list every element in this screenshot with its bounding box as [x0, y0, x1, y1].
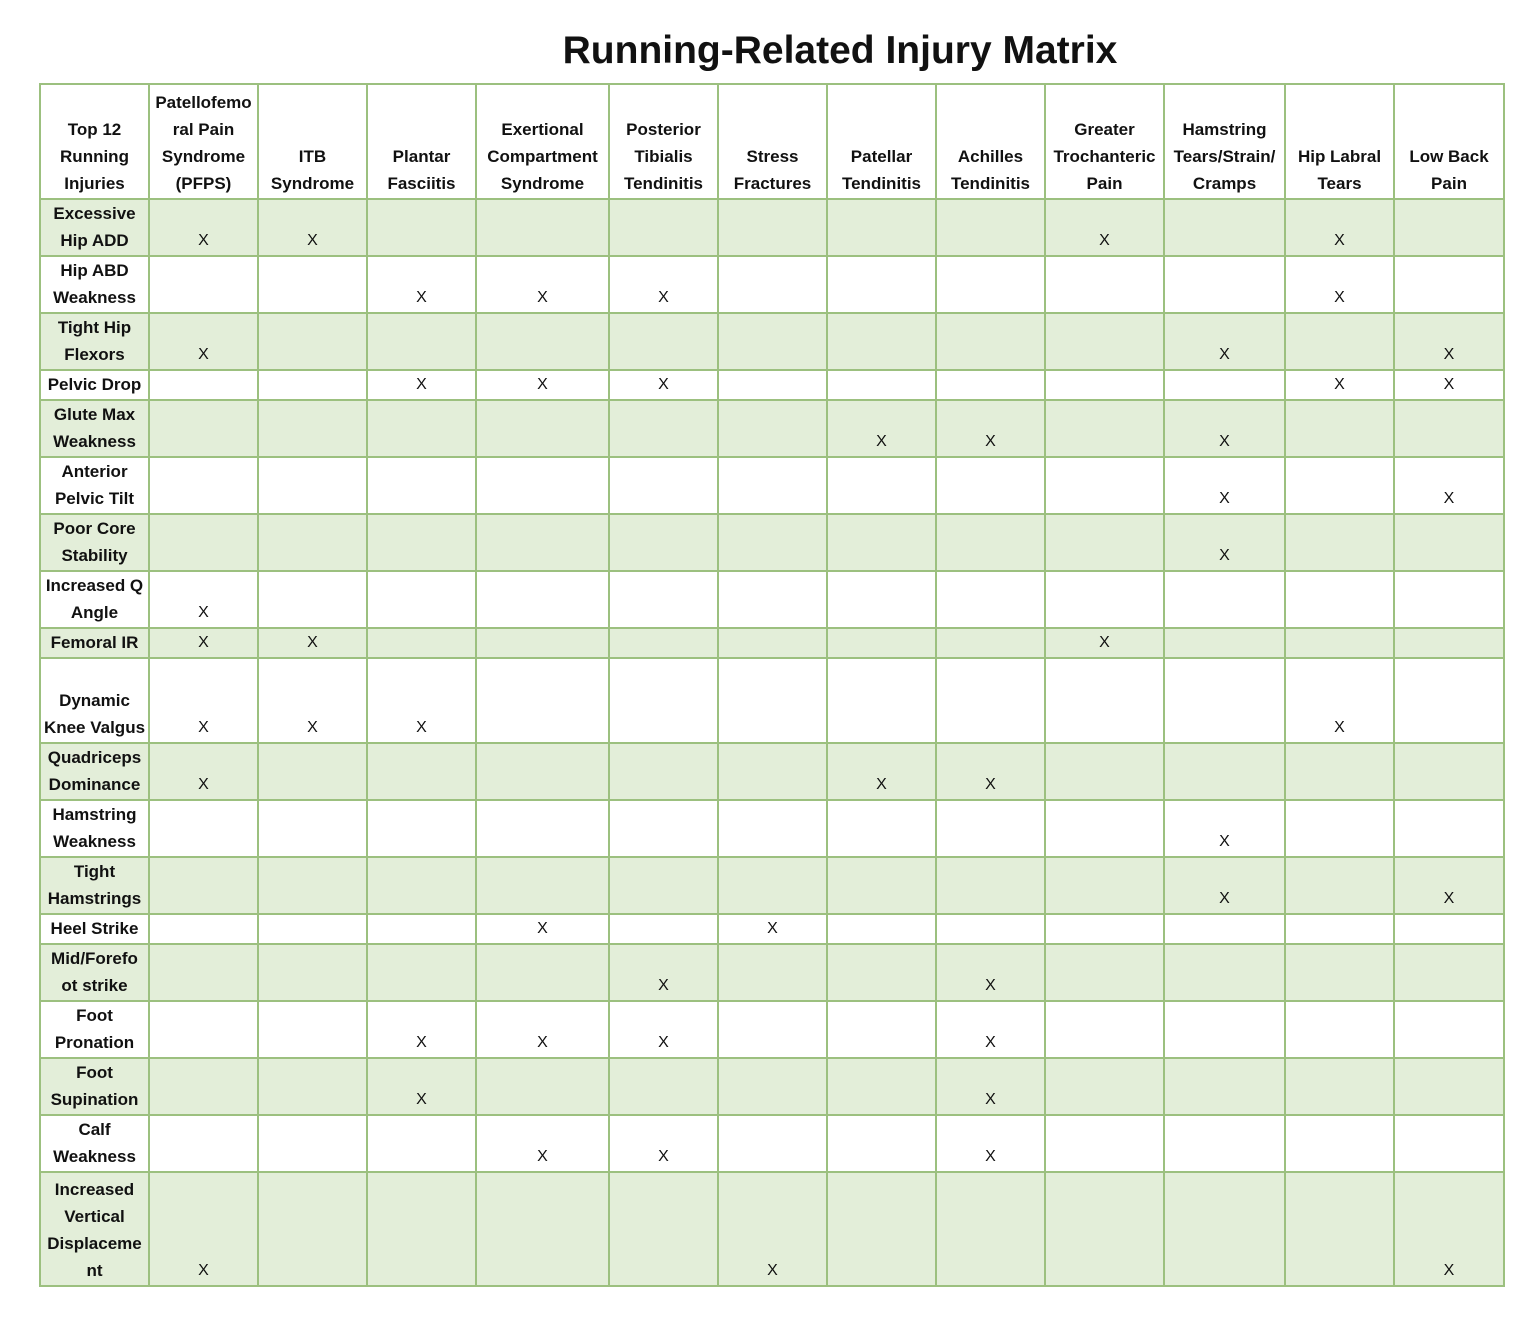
matrix-cell: X [149, 628, 258, 658]
matrix-cell [1394, 658, 1504, 743]
matrix-cell [258, 1172, 367, 1286]
matrix-cell [609, 571, 718, 628]
matrix-cell: X [936, 944, 1045, 1001]
matrix-cell: X [476, 914, 609, 944]
matrix-cell: X [258, 199, 367, 256]
matrix-cell [827, 628, 936, 658]
matrix-cell [1285, 914, 1394, 944]
matrix-cell: X [609, 1115, 718, 1172]
matrix-cell [1394, 628, 1504, 658]
matrix-cell: X [1394, 313, 1504, 370]
matrix-cell [149, 514, 258, 571]
matrix-cell [1285, 857, 1394, 914]
row-label: Anterior Pelvic Tilt [40, 457, 149, 514]
matrix-cell [827, 370, 936, 400]
matrix-cell: X [476, 256, 609, 313]
matrix-cell [1394, 514, 1504, 571]
matrix-cell: X [476, 1115, 609, 1172]
matrix-cell [1394, 199, 1504, 256]
matrix-cell: X [1164, 857, 1285, 914]
matrix-cell [1164, 743, 1285, 800]
matrix-cell [1045, 571, 1164, 628]
matrix-cell [258, 1058, 367, 1115]
matrix-cell [149, 800, 258, 857]
matrix-cell [1164, 571, 1285, 628]
matrix-cell: X [1164, 313, 1285, 370]
matrix-cell [1285, 1001, 1394, 1058]
matrix-cell [827, 256, 936, 313]
matrix-cell [936, 914, 1045, 944]
row-label: Excessive Hip ADD [40, 199, 149, 256]
matrix-cell [609, 658, 718, 743]
column-header: Plantar Fasciitis [367, 84, 476, 199]
matrix-cell [476, 400, 609, 457]
table-row [40, 1115, 1504, 1172]
matrix-cell [476, 199, 609, 256]
matrix-cell [1164, 199, 1285, 256]
matrix-cell: X [1285, 370, 1394, 400]
matrix-cell [1045, 313, 1164, 370]
row-label: Quadriceps Dominance [40, 743, 149, 800]
matrix-cell [258, 571, 367, 628]
matrix-cell [827, 800, 936, 857]
matrix-cell: X [1164, 514, 1285, 571]
matrix-cell [1285, 743, 1394, 800]
matrix-cell [1394, 914, 1504, 944]
matrix-cell [718, 514, 827, 571]
matrix-cell [718, 800, 827, 857]
matrix-cell [718, 1115, 827, 1172]
column-header: ITB Syndrome [258, 84, 367, 199]
row-label: Mid/Forefo ot strike [40, 944, 149, 1001]
matrix-cell [827, 1115, 936, 1172]
row-label: Hip ABD Weakness [40, 256, 149, 313]
matrix-cell [258, 457, 367, 514]
matrix-cell [1285, 400, 1394, 457]
matrix-cell [827, 1058, 936, 1115]
matrix-cell [827, 1001, 936, 1058]
matrix-cell [936, 628, 1045, 658]
matrix-cell: X [149, 313, 258, 370]
matrix-cell: X [1285, 199, 1394, 256]
matrix-cell [367, 944, 476, 1001]
matrix-cell: X [1394, 370, 1504, 400]
matrix-cell [1394, 400, 1504, 457]
row-label: Hamstring Weakness [40, 800, 149, 857]
matrix-cell: X [476, 370, 609, 400]
matrix-cell [1045, 1058, 1164, 1115]
matrix-cell [609, 1172, 718, 1286]
matrix-cell: X [149, 743, 258, 800]
matrix-cell [1164, 658, 1285, 743]
matrix-cell: X [367, 658, 476, 743]
matrix-cell [1045, 370, 1164, 400]
matrix-cell [1045, 800, 1164, 857]
matrix-cell [476, 857, 609, 914]
table-row [40, 800, 1504, 857]
matrix-cell [149, 457, 258, 514]
matrix-cell: X [1164, 457, 1285, 514]
matrix-cell [258, 400, 367, 457]
matrix-cell [476, 1172, 609, 1286]
matrix-cell [1045, 457, 1164, 514]
matrix-cell [149, 857, 258, 914]
matrix-cell [1045, 514, 1164, 571]
column-header: Greater Trochanteric Pain [1045, 84, 1164, 199]
matrix-cell: X [936, 743, 1045, 800]
matrix-cell [827, 199, 936, 256]
matrix-cell [149, 944, 258, 1001]
matrix-cell [936, 514, 1045, 571]
matrix-cell [718, 400, 827, 457]
matrix-cell [367, 1172, 476, 1286]
table-row [40, 370, 1504, 400]
table-row [40, 1058, 1504, 1115]
matrix-cell [258, 1115, 367, 1172]
matrix-cell [609, 199, 718, 256]
table-row [40, 571, 1504, 628]
matrix-cell [1164, 1058, 1285, 1115]
matrix-cell [1045, 1172, 1164, 1286]
matrix-cell [258, 514, 367, 571]
matrix-cell [367, 514, 476, 571]
matrix-cell [1164, 1172, 1285, 1286]
matrix-cell [609, 800, 718, 857]
table-row [40, 914, 1504, 944]
matrix-cell [476, 514, 609, 571]
matrix-cell [718, 857, 827, 914]
matrix-cell: X [827, 400, 936, 457]
matrix-cell [1164, 914, 1285, 944]
matrix-cell: X [367, 370, 476, 400]
matrix-cell [1285, 1172, 1394, 1286]
matrix-cell [936, 370, 1045, 400]
matrix-cell [476, 743, 609, 800]
corner-header: Top 12 Running Injuries [40, 84, 149, 199]
matrix-cell [1285, 628, 1394, 658]
column-header: Low Back Pain [1394, 84, 1504, 199]
matrix-cell [609, 514, 718, 571]
row-label: Pelvic Drop [40, 370, 149, 400]
row-label: Dynamic Knee Valgus [40, 658, 149, 743]
matrix-cell [367, 571, 476, 628]
matrix-cell [609, 628, 718, 658]
matrix-cell [609, 457, 718, 514]
matrix-cell: X [149, 199, 258, 256]
matrix-cell [476, 658, 609, 743]
matrix-cell [1285, 313, 1394, 370]
row-label: Heel Strike [40, 914, 149, 944]
matrix-cell: X [936, 1058, 1045, 1115]
matrix-cell [936, 857, 1045, 914]
row-label: Increased Q Angle [40, 571, 149, 628]
matrix-cell [367, 400, 476, 457]
matrix-cell [1394, 743, 1504, 800]
matrix-cell [1045, 914, 1164, 944]
matrix-cell [1045, 743, 1164, 800]
matrix-cell [827, 914, 936, 944]
table-row [40, 743, 1504, 800]
matrix-cell [149, 400, 258, 457]
matrix-cell [1164, 628, 1285, 658]
matrix-cell [367, 1115, 476, 1172]
matrix-cell: X [936, 1115, 1045, 1172]
matrix-cell [149, 370, 258, 400]
matrix-cell [367, 628, 476, 658]
matrix-cell: X [476, 1001, 609, 1058]
table-row [40, 1172, 1504, 1286]
matrix-cell [609, 857, 718, 914]
matrix-cell [936, 313, 1045, 370]
matrix-cell [609, 1058, 718, 1115]
matrix-cell: X [609, 256, 718, 313]
column-header: Exertional Compartment Syndrome [476, 84, 609, 199]
table-row [40, 199, 1504, 256]
matrix-cell [149, 1001, 258, 1058]
table-row [40, 944, 1504, 1001]
matrix-cell: X [936, 400, 1045, 457]
matrix-cell [718, 571, 827, 628]
row-label: Femoral IR [40, 628, 149, 658]
matrix-cell [936, 800, 1045, 857]
table-row [40, 256, 1504, 313]
matrix-cell [609, 400, 718, 457]
matrix-cell [258, 914, 367, 944]
matrix-cell [258, 857, 367, 914]
matrix-cell [258, 743, 367, 800]
matrix-cell: X [609, 1001, 718, 1058]
matrix-cell [258, 1001, 367, 1058]
table-row [40, 400, 1504, 457]
matrix-cell [1285, 1115, 1394, 1172]
matrix-cell [1164, 1115, 1285, 1172]
matrix-cell [476, 457, 609, 514]
column-header: Patellofemo ral Pain Syndrome (PFPS) [149, 84, 258, 199]
table-row [40, 514, 1504, 571]
matrix-cell [1285, 800, 1394, 857]
table-row [40, 1001, 1504, 1058]
matrix-cell [476, 800, 609, 857]
matrix-cell [718, 370, 827, 400]
matrix-cell: X [149, 571, 258, 628]
matrix-cell [827, 1172, 936, 1286]
page-title: Running-Related Injury Matrix [562, 29, 1118, 72]
matrix-cell [1285, 571, 1394, 628]
table-row [40, 658, 1504, 743]
matrix-cell [476, 1058, 609, 1115]
matrix-cell [1394, 944, 1504, 1001]
row-label: Tight Hamstrings [40, 857, 149, 914]
matrix-cell [367, 857, 476, 914]
header-row [40, 84, 1504, 199]
matrix-cell [258, 370, 367, 400]
matrix-cell [258, 944, 367, 1001]
matrix-cell [718, 628, 827, 658]
matrix-cell [149, 256, 258, 313]
row-label: Foot Supination [40, 1058, 149, 1115]
matrix-cell: X [609, 370, 718, 400]
matrix-cell [827, 658, 936, 743]
matrix-cell [936, 256, 1045, 313]
matrix-cell [1164, 256, 1285, 313]
matrix-cell [258, 800, 367, 857]
matrix-cell [718, 199, 827, 256]
matrix-cell: X [1045, 199, 1164, 256]
matrix-cell: X [258, 658, 367, 743]
matrix-cell [718, 256, 827, 313]
matrix-cell [718, 1058, 827, 1115]
matrix-cell: X [1285, 256, 1394, 313]
matrix-cell [827, 313, 936, 370]
matrix-cell [1045, 857, 1164, 914]
matrix-cell [367, 800, 476, 857]
matrix-cell: X [1394, 857, 1504, 914]
matrix-cell [149, 1058, 258, 1115]
matrix-cell [1394, 256, 1504, 313]
matrix-cell: X [258, 628, 367, 658]
matrix-cell: X [367, 256, 476, 313]
matrix-cell [718, 457, 827, 514]
matrix-cell [609, 743, 718, 800]
matrix-cell: X [149, 658, 258, 743]
matrix-cell: X [1394, 1172, 1504, 1286]
row-label: Foot Pronation [40, 1001, 149, 1058]
matrix-cell [1045, 1115, 1164, 1172]
matrix-cell [1285, 457, 1394, 514]
row-label: Tight Hip Flexors [40, 313, 149, 370]
matrix-cell [718, 944, 827, 1001]
matrix-cell [149, 1115, 258, 1172]
matrix-cell [609, 914, 718, 944]
matrix-cell [827, 571, 936, 628]
matrix-cell [827, 857, 936, 914]
matrix-cell [1394, 1058, 1504, 1115]
table-row [40, 313, 1504, 370]
matrix-cell: X [149, 1172, 258, 1286]
matrix-cell [718, 743, 827, 800]
matrix-cell [476, 313, 609, 370]
matrix-cell [718, 1001, 827, 1058]
matrix-cell [718, 658, 827, 743]
column-header: Stress Fractures [718, 84, 827, 199]
matrix-cell [936, 658, 1045, 743]
matrix-cell [367, 743, 476, 800]
matrix-cell [1045, 658, 1164, 743]
matrix-cell [367, 313, 476, 370]
column-header: Achilles Tendinitis [936, 84, 1045, 199]
table-row [40, 857, 1504, 914]
column-header: Hip Labral Tears [1285, 84, 1394, 199]
matrix-cell: X [936, 1001, 1045, 1058]
matrix-cell [936, 571, 1045, 628]
matrix-cell [476, 628, 609, 658]
matrix-cell [1285, 1058, 1394, 1115]
matrix-cell [1285, 514, 1394, 571]
matrix-cell [827, 457, 936, 514]
table-row [40, 457, 1504, 514]
row-label: Glute Max Weakness [40, 400, 149, 457]
column-header: Posterior Tibialis Tendinitis [609, 84, 718, 199]
matrix-cell: X [718, 1172, 827, 1286]
matrix-cell: X [1285, 658, 1394, 743]
matrix-cell [1394, 800, 1504, 857]
matrix-cell [367, 457, 476, 514]
matrix-cell [718, 313, 827, 370]
matrix-cell [1394, 1001, 1504, 1058]
matrix-cell: X [1045, 628, 1164, 658]
row-label: Calf Weakness [40, 1115, 149, 1172]
row-label: Increased Vertical Displaceme nt [40, 1172, 149, 1286]
matrix-cell [1045, 1001, 1164, 1058]
matrix-cell [827, 514, 936, 571]
matrix-cell [936, 1172, 1045, 1286]
injury-matrix-table [39, 83, 1505, 1287]
matrix-cell [1285, 944, 1394, 1001]
matrix-cell [1045, 256, 1164, 313]
matrix-cell: X [1164, 800, 1285, 857]
matrix-cell [1164, 1001, 1285, 1058]
matrix-cell: X [367, 1001, 476, 1058]
row-label: Poor Core Stability [40, 514, 149, 571]
matrix-cell [609, 313, 718, 370]
matrix-cell [1394, 571, 1504, 628]
column-header: Hamstring Tears/Strain/ Cramps [1164, 84, 1285, 199]
matrix-cell [1045, 944, 1164, 1001]
matrix-cell: X [609, 944, 718, 1001]
matrix-cell [476, 944, 609, 1001]
matrix-cell: X [827, 743, 936, 800]
matrix-cell [1045, 400, 1164, 457]
matrix-cell [827, 944, 936, 1001]
matrix-cell: X [367, 1058, 476, 1115]
column-header: Patellar Tendinitis [827, 84, 936, 199]
matrix-cell [476, 571, 609, 628]
matrix-cell [1164, 370, 1285, 400]
matrix-cell: X [718, 914, 827, 944]
matrix-cell [936, 457, 1045, 514]
matrix-cell [1164, 944, 1285, 1001]
matrix-cell [258, 256, 367, 313]
matrix-cell [1394, 1115, 1504, 1172]
matrix-cell: X [1394, 457, 1504, 514]
matrix-cell [149, 914, 258, 944]
matrix-cell [258, 313, 367, 370]
matrix-cell [367, 914, 476, 944]
table-row [40, 628, 1504, 658]
matrix-cell [367, 199, 476, 256]
matrix-cell [936, 199, 1045, 256]
matrix-cell: X [1164, 400, 1285, 457]
